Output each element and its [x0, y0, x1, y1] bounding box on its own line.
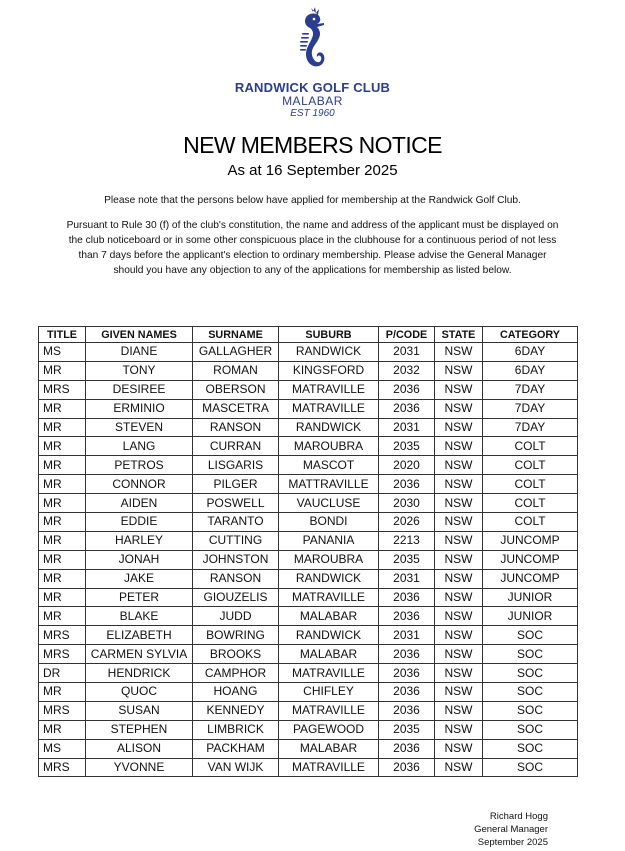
cell-surname: CUTTING — [193, 531, 279, 550]
cell-surname: CURRAN — [193, 437, 279, 456]
cell-state: NSW — [435, 550, 483, 569]
cell-category: JUNCOMP — [483, 531, 578, 550]
cell-surname: JOHNSTON — [193, 550, 279, 569]
cell-title: MR — [39, 475, 86, 494]
cell-category: 7DAY — [483, 399, 578, 418]
cell-state: NSW — [435, 456, 483, 475]
cell-given-names: PETROS — [86, 456, 193, 475]
cell-given-names: ELIZABETH — [86, 626, 193, 645]
cell-given-names: JONAH — [86, 550, 193, 569]
cell-title: MRS — [39, 701, 86, 720]
cell-category: JUNCOMP — [483, 569, 578, 588]
cell-title: MRS — [39, 380, 86, 399]
table-row — [39, 531, 578, 550]
cell-postcode: 2036 — [379, 399, 435, 418]
cell-title: MR — [39, 588, 86, 607]
column-header-given-names: GIVEN NAMES — [86, 327, 193, 343]
table-row — [39, 683, 578, 702]
cell-postcode: 2020 — [379, 456, 435, 475]
cell-category: COLT — [483, 437, 578, 456]
cell-given-names: PETER — [86, 588, 193, 607]
intro-paragraph: Please note that the persons below have applied for membership at the Randwick Golf Club. — [104, 195, 521, 206]
cell-state: NSW — [435, 343, 483, 362]
cell-suburb: PAGEWOOD — [279, 720, 379, 739]
cell-suburb: MALABAR — [279, 645, 379, 664]
cell-category: SOC — [483, 758, 578, 777]
cell-suburb: RANDWICK — [279, 343, 379, 362]
cell-state: NSW — [435, 569, 483, 588]
cell-suburb: MALABAR — [279, 739, 379, 758]
column-header-postcode: P/CODE — [379, 327, 435, 343]
cell-category: SOC — [483, 683, 578, 702]
table-row — [39, 569, 578, 588]
cell-title: MR — [39, 720, 86, 739]
cell-state: NSW — [435, 701, 483, 720]
cell-postcode: 2036 — [379, 645, 435, 664]
cell-postcode: 2035 — [379, 437, 435, 456]
signature-block — [474, 810, 548, 849]
cell-postcode: 2031 — [379, 626, 435, 645]
cell-surname: TARANTO — [193, 513, 279, 532]
cell-title: MR — [39, 399, 86, 418]
table-row — [39, 720, 578, 739]
cell-suburb: MATTRAVILLE — [279, 475, 379, 494]
cell-suburb: RANDWICK — [279, 418, 379, 437]
table-row — [39, 626, 578, 645]
cell-postcode: 2031 — [379, 569, 435, 588]
cell-surname: VAN WIJK — [193, 758, 279, 777]
cell-postcode: 2036 — [379, 475, 435, 494]
table-row — [39, 361, 578, 380]
table-row — [39, 588, 578, 607]
cell-given-names: HARLEY — [86, 531, 193, 550]
cell-surname: BOWRING — [193, 626, 279, 645]
table-row — [39, 739, 578, 758]
club-established: EST 1960 — [290, 108, 335, 119]
cell-state: NSW — [435, 399, 483, 418]
cell-title: MRS — [39, 758, 86, 777]
cell-suburb: MASCOT — [279, 456, 379, 475]
cell-suburb: RANDWICK — [279, 626, 379, 645]
cell-title: MR — [39, 361, 86, 380]
cell-category: JUNIOR — [483, 588, 578, 607]
cell-surname: ROMAN — [193, 361, 279, 380]
cell-suburb: MATRAVILLE — [279, 588, 379, 607]
table-row — [39, 701, 578, 720]
table-row — [39, 343, 578, 362]
cell-category: JUNCOMP — [483, 550, 578, 569]
cell-suburb: CHIFLEY — [279, 683, 379, 702]
cell-given-names: HENDRICK — [86, 664, 193, 683]
cell-state: NSW — [435, 437, 483, 456]
table-header-row — [39, 327, 578, 343]
table-body — [39, 343, 578, 777]
cell-postcode: 2036 — [379, 683, 435, 702]
cell-state: NSW — [435, 588, 483, 607]
cell-title: DR — [39, 664, 86, 683]
cell-category: 7DAY — [483, 380, 578, 399]
cell-surname: LIMBRICK — [193, 720, 279, 739]
cell-state: NSW — [435, 607, 483, 626]
cell-surname: KENNEDY — [193, 701, 279, 720]
cell-given-names: EDDIE — [86, 513, 193, 532]
table-row — [39, 645, 578, 664]
cell-title: MR — [39, 456, 86, 475]
column-header-suburb: SUBURB — [279, 327, 379, 343]
cell-category: COLT — [483, 475, 578, 494]
cell-category: 7DAY — [483, 418, 578, 437]
cell-surname: PILGER — [193, 475, 279, 494]
cell-suburb: VAUCLUSE — [279, 494, 379, 513]
cell-title: MR — [39, 531, 86, 550]
cell-state: NSW — [435, 475, 483, 494]
cell-category: COLT — [483, 456, 578, 475]
cell-given-names: YVONNE — [86, 758, 193, 777]
column-header-state: STATE — [435, 327, 483, 343]
cell-suburb: PANANIA — [279, 531, 379, 550]
cell-category: SOC — [483, 645, 578, 664]
cell-surname: HOANG — [193, 683, 279, 702]
cell-given-names: ERMINIO — [86, 399, 193, 418]
cell-surname: POSWELL — [193, 494, 279, 513]
cell-given-names: QUOC — [86, 683, 193, 702]
cell-surname: OBERSON — [193, 380, 279, 399]
cell-title: MR — [39, 513, 86, 532]
cell-given-names: CONNOR — [86, 475, 193, 494]
cell-suburb: BONDI — [279, 513, 379, 532]
cell-category: 6DAY — [483, 343, 578, 362]
signatory-role: General Manager — [474, 824, 548, 835]
cell-title: MR — [39, 494, 86, 513]
cell-given-names: STEPHEN — [86, 720, 193, 739]
notice-title: NEW MEMBERS NOTICE — [183, 132, 442, 158]
cell-state: NSW — [435, 380, 483, 399]
cell-postcode: 2030 — [379, 494, 435, 513]
cell-given-names: TONY — [86, 361, 193, 380]
cell-title: MRS — [39, 645, 86, 664]
cell-given-names: JAKE — [86, 569, 193, 588]
cell-title: MS — [39, 739, 86, 758]
column-header-surname: SURNAME — [193, 327, 279, 343]
cell-postcode: 2032 — [379, 361, 435, 380]
cell-postcode: 2026 — [379, 513, 435, 532]
cell-surname: JUDD — [193, 607, 279, 626]
column-header-category: CATEGORY — [483, 327, 578, 343]
signature-date: September 2025 — [477, 837, 548, 848]
cell-surname: BROOKS — [193, 645, 279, 664]
cell-category: SOC — [483, 720, 578, 739]
cell-postcode: 2036 — [379, 588, 435, 607]
cell-title: MR — [39, 437, 86, 456]
cell-state: NSW — [435, 513, 483, 532]
cell-state: NSW — [435, 418, 483, 437]
cell-suburb: MATRAVILLE — [279, 380, 379, 399]
cell-postcode: 2031 — [379, 418, 435, 437]
cell-category: SOC — [483, 701, 578, 720]
cell-state: NSW — [435, 626, 483, 645]
cell-surname: CAMPHOR — [193, 664, 279, 683]
table-row — [39, 456, 578, 475]
cell-surname: MASCETRA — [193, 399, 279, 418]
cell-postcode: 2036 — [379, 664, 435, 683]
cell-suburb: MATRAVILLE — [279, 399, 379, 418]
members-table — [38, 326, 578, 777]
cell-suburb: MATRAVILLE — [279, 664, 379, 683]
cell-category: JUNIOR — [483, 607, 578, 626]
table-row — [39, 380, 578, 399]
cell-surname: RANSON — [193, 418, 279, 437]
table-row — [39, 758, 578, 777]
cell-state: NSW — [435, 664, 483, 683]
cell-given-names: LANG — [86, 437, 193, 456]
table-row — [39, 607, 578, 626]
cell-category: SOC — [483, 739, 578, 758]
cell-state: NSW — [435, 720, 483, 739]
cell-given-names: DESIREE — [86, 380, 193, 399]
cell-postcode: 2035 — [379, 720, 435, 739]
table-row — [39, 550, 578, 569]
cell-given-names: STEVEN — [86, 418, 193, 437]
cell-surname: GALLAGHER — [193, 343, 279, 362]
column-header-title: TITLE — [39, 327, 86, 343]
signatory-name: Richard Hogg — [489, 811, 548, 822]
table-row — [39, 437, 578, 456]
table-row — [39, 399, 578, 418]
table-row — [39, 494, 578, 513]
cell-state: NSW — [435, 758, 483, 777]
cell-given-names: ALISON — [86, 739, 193, 758]
cell-suburb: RANDWICK — [279, 569, 379, 588]
rule-paragraph: Pursuant to Rule 30 (f) of the club's constitution, the name and address of the applicant must be displayed on the club noticeboard or in some other conspicuous place in the clubhouse for a continuous period of not less than 7 days before the applicant's election to ordinary membership. Please advise the General Manager should you have any objection to any of the applications for membership as listed below. — [66, 220, 559, 276]
notice-date: As at 16 September 2025 — [227, 162, 398, 179]
cell-suburb: MAROUBRA — [279, 550, 379, 569]
cell-title: MR — [39, 418, 86, 437]
cell-category: COLT — [483, 494, 578, 513]
cell-title: MR — [39, 550, 86, 569]
cell-surname: GIOUZELIS — [193, 588, 279, 607]
cell-state: NSW — [435, 739, 483, 758]
cell-postcode: 2031 — [379, 343, 435, 362]
cell-given-names: SUSAN — [86, 701, 193, 720]
cell-postcode: 2036 — [379, 758, 435, 777]
cell-category: SOC — [483, 626, 578, 645]
cell-given-names: CARMEN SYLVIA — [86, 645, 193, 664]
cell-given-names: DIANE — [86, 343, 193, 362]
seahorse-logo-icon — [293, 6, 333, 78]
cell-title: MR — [39, 607, 86, 626]
table-row — [39, 664, 578, 683]
cell-title: MR — [39, 683, 86, 702]
table-row — [39, 475, 578, 494]
cell-postcode: 2035 — [379, 550, 435, 569]
cell-suburb: MATRAVILLE — [279, 701, 379, 720]
cell-suburb: MATRAVILLE — [279, 758, 379, 777]
club-logo — [0, 6, 625, 120]
cell-postcode: 2213 — [379, 531, 435, 550]
cell-category: 6DAY — [483, 361, 578, 380]
cell-title: MR — [39, 569, 86, 588]
cell-postcode: 2036 — [379, 380, 435, 399]
club-suburb: MALABAR — [282, 94, 343, 108]
cell-state: NSW — [435, 683, 483, 702]
cell-state: NSW — [435, 531, 483, 550]
cell-surname: LISGARIS — [193, 456, 279, 475]
cell-category: COLT — [483, 513, 578, 532]
cell-postcode: 2036 — [379, 739, 435, 758]
cell-given-names: AIDEN — [86, 494, 193, 513]
club-name: RANDWICK GOLF CLUB — [234, 80, 391, 95]
cell-surname: PACKHAM — [193, 739, 279, 758]
cell-title: MS — [39, 343, 86, 362]
table-row — [39, 513, 578, 532]
cell-suburb: MALABAR — [279, 607, 379, 626]
cell-title: MRS — [39, 626, 86, 645]
cell-suburb: MAROUBRA — [279, 437, 379, 456]
cell-surname: RANSON — [193, 569, 279, 588]
cell-postcode: 2036 — [379, 607, 435, 626]
cell-category: SOC — [483, 664, 578, 683]
cell-given-names: BLAKE — [86, 607, 193, 626]
cell-state: NSW — [435, 494, 483, 513]
table-row — [39, 418, 578, 437]
cell-suburb: KINGSFORD — [279, 361, 379, 380]
cell-state: NSW — [435, 645, 483, 664]
cell-state: NSW — [435, 361, 483, 380]
cell-postcode: 2036 — [379, 701, 435, 720]
